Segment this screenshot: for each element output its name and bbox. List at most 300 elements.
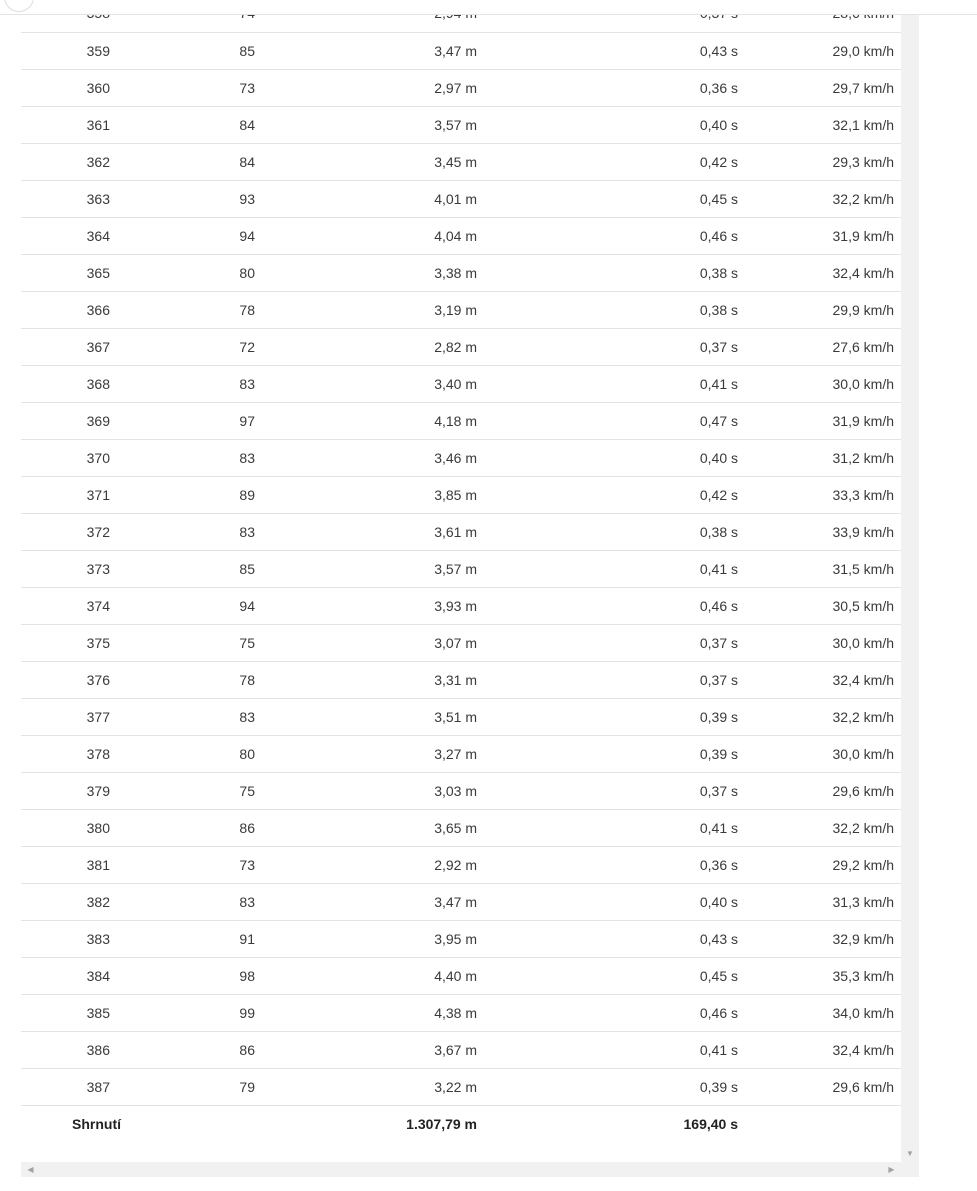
table-row — [21, 698, 901, 735]
distance-cell-text: 2,82 m — [434, 338, 477, 355]
lap-number-cell-text: 368 — [86, 375, 110, 392]
strokes-cell — [131, 1068, 255, 1105]
speed-cell — [738, 624, 901, 661]
strokes-cell-text: 86 — [239, 1041, 255, 1058]
lap-number-cell-text: 373 — [86, 560, 110, 577]
strokes-cell — [131, 920, 255, 957]
distance-cell-text: 3,47 m — [434, 893, 477, 910]
lap-number-cell — [21, 476, 131, 513]
summary-strokes-cell — [131, 1105, 241, 1142]
distance-cell-text: 3,65 m — [434, 819, 477, 836]
time-cell-text: 0,39 s — [699, 708, 738, 725]
strokes-cell — [131, 365, 255, 402]
speed-cell-text: 29,6 km/h — [832, 782, 894, 799]
distance-cell — [241, 69, 477, 106]
speed-cell-text: 29,6 km/h — [832, 1078, 894, 1095]
speed-cell — [738, 735, 901, 772]
vertical-scrollbar[interactable] — [901, 14, 919, 1162]
distance-cell-text: 2,97 m — [434, 79, 477, 96]
summary-speed-cell — [738, 1105, 901, 1142]
distance-cell-text: 3,95 m — [434, 930, 477, 947]
time-cell-text: 0,38 s — [699, 264, 738, 281]
lap-number-cell-text: 367 — [86, 338, 110, 355]
table-row — [21, 809, 901, 846]
time-cell-text: 0,39 s — [699, 1078, 738, 1095]
time-cell — [477, 402, 738, 439]
distance-cell — [241, 439, 477, 476]
speed-cell — [738, 772, 901, 809]
lap-number-cell — [21, 883, 131, 920]
time-cell — [477, 476, 738, 513]
table-row — [21, 994, 901, 1031]
time-cell-text: 0,46 s — [699, 1004, 738, 1021]
strokes-cell — [131, 957, 255, 994]
strokes-cell — [131, 439, 255, 476]
time-cell — [477, 661, 738, 698]
speed-cell-text: 33,9 km/h — [832, 523, 894, 540]
lap-number-cell-text: 383 — [86, 930, 110, 947]
lap-number-cell-text: 361 — [86, 116, 110, 133]
speed-cell-text: 31,9 km/h — [832, 227, 894, 244]
lap-number-cell-text: 369 — [86, 412, 110, 429]
distance-cell-text: 4,40 m — [434, 967, 477, 984]
distance-cell — [241, 365, 477, 402]
strokes-cell — [131, 735, 255, 772]
distance-cell-text: 3,57 m — [434, 116, 477, 133]
strokes-cell-text: 89 — [239, 486, 255, 503]
lap-number-cell — [21, 661, 131, 698]
speed-cell — [738, 883, 901, 920]
distance-cell-text: 3,93 m — [434, 597, 477, 614]
speed-cell — [738, 69, 901, 106]
distance-cell-text: 3,03 m — [434, 782, 477, 799]
table-row — [21, 143, 901, 180]
speed-cell — [738, 291, 901, 328]
time-cell — [477, 809, 738, 846]
distance-cell-text: 3,22 m — [434, 1078, 477, 1095]
time-cell-text: 0,47 s — [699, 412, 738, 429]
speed-cell-text: 27,6 km/h — [832, 338, 894, 355]
strokes-cell — [131, 809, 255, 846]
time-cell-text: 0,38 s — [699, 301, 738, 318]
distance-cell — [241, 809, 477, 846]
lap-number-cell-text: 376 — [86, 671, 110, 688]
lap-number-cell-text: 382 — [86, 893, 110, 910]
table-row — [21, 402, 901, 439]
strokes-cell-text: 75 — [239, 634, 255, 651]
lap-number-cell — [21, 513, 131, 550]
speed-cell — [738, 328, 901, 365]
table-row — [21, 106, 901, 143]
distance-cell — [241, 1068, 477, 1105]
lap-number-cell — [21, 698, 131, 735]
speed-cell-text: 32,2 km/h — [832, 708, 894, 725]
strokes-cell — [131, 32, 255, 69]
lap-number-cell — [21, 809, 131, 846]
distance-cell-text: 3,45 m — [434, 153, 477, 170]
time-cell-text: 0,46 s — [699, 227, 738, 244]
strokes-cell-text: 97 — [239, 412, 255, 429]
lap-number-cell — [21, 957, 131, 994]
table-row — [21, 772, 901, 809]
table-row — [21, 217, 901, 254]
strokes-cell — [131, 698, 255, 735]
lap-number-cell-text: 359 — [86, 42, 110, 59]
lap-number-cell — [21, 291, 131, 328]
speed-cell-text: 30,0 km/h — [832, 634, 894, 651]
table-row — [21, 439, 901, 476]
distance-cell-text: 3,31 m — [434, 671, 477, 688]
strokes-cell-text: 94 — [239, 597, 255, 614]
lap-number-cell — [21, 846, 131, 883]
lap-number-cell — [21, 1068, 131, 1105]
lap-number-cell-text: 378 — [86, 745, 110, 762]
speed-cell — [738, 217, 901, 254]
lap-number-cell-text: 384 — [86, 967, 110, 984]
table-row — [21, 513, 901, 550]
lap-number-cell — [21, 920, 131, 957]
time-cell — [477, 143, 738, 180]
strokes-cell-text: 73 — [239, 856, 255, 873]
speed-cell — [738, 661, 901, 698]
speed-cell-text: 29,3 km/h — [832, 153, 894, 170]
lap-number-cell — [21, 402, 131, 439]
strokes-cell — [131, 994, 255, 1031]
distance-cell — [241, 143, 477, 180]
time-cell-text: 0,37 s — [699, 634, 738, 651]
time-cell-text: 0,40 s — [699, 449, 738, 466]
strokes-cell-text: 99 — [239, 1004, 255, 1021]
distance-cell — [241, 772, 477, 809]
time-cell — [477, 1068, 738, 1105]
lap-number-cell — [21, 439, 131, 476]
strokes-cell-text: 94 — [239, 227, 255, 244]
time-cell — [477, 217, 738, 254]
top-header-edge — [0, 0, 977, 15]
scroll-down-arrow-icon[interactable]: ▼ — [906, 1148, 914, 1158]
time-cell-text: 0,36 s — [699, 856, 738, 873]
strokes-cell — [131, 254, 255, 291]
time-cell — [477, 513, 738, 550]
speed-cell-text: 29,2 km/h — [832, 856, 894, 873]
strokes-cell — [131, 402, 255, 439]
speed-cell — [738, 1068, 901, 1105]
distance-cell-text: 4,38 m — [434, 1004, 477, 1021]
distance-cell-text: 4,04 m — [434, 227, 477, 244]
strokes-cell — [131, 772, 255, 809]
table-row — [21, 476, 901, 513]
time-cell — [477, 69, 738, 106]
speed-cell-text: 32,4 km/h — [832, 671, 894, 688]
strokes-cell-text: 78 — [239, 671, 255, 688]
time-cell-text: 0,40 s — [699, 893, 738, 910]
time-cell — [477, 106, 738, 143]
table-row — [21, 957, 901, 994]
table-row — [21, 661, 901, 698]
time-cell-text: 0,42 s — [699, 153, 738, 170]
speed-cell-text: 29,0 km/h — [832, 42, 894, 59]
distance-cell-text: 3,40 m — [434, 375, 477, 392]
time-cell — [477, 624, 738, 661]
table-row — [21, 920, 901, 957]
distance-cell-text: 3,51 m — [434, 708, 477, 725]
strokes-cell-text: 84 — [239, 153, 255, 170]
strokes-cell-text: 85 — [239, 42, 255, 59]
distance-cell — [241, 254, 477, 291]
lap-number-cell-text: 364 — [86, 227, 110, 244]
strokes-cell — [131, 106, 255, 143]
lap-number-cell-text: 375 — [86, 634, 110, 651]
speed-cell — [738, 994, 901, 1031]
time-cell — [477, 772, 738, 809]
time-cell — [477, 957, 738, 994]
strokes-cell — [131, 69, 255, 106]
lap-number-cell — [21, 254, 131, 291]
lap-number-cell — [21, 217, 131, 254]
time-cell — [477, 735, 738, 772]
lap-number-cell-text: 363 — [86, 190, 110, 207]
time-cell — [477, 846, 738, 883]
lap-number-cell-text: 370 — [86, 449, 110, 466]
time-cell-text: 0,41 s — [699, 375, 738, 392]
lap-number-cell — [21, 365, 131, 402]
strokes-cell — [131, 291, 255, 328]
lap-number-cell-text: 360 — [86, 79, 110, 96]
table-row — [21, 254, 901, 291]
strokes-cell — [131, 180, 255, 217]
distance-cell-text: 3,61 m — [434, 523, 477, 540]
time-cell — [477, 587, 738, 624]
strokes-cell — [131, 217, 255, 254]
speed-cell-text: 32,4 km/h — [832, 264, 894, 281]
lap-number-cell-text: 379 — [86, 782, 110, 799]
distance-cell — [241, 106, 477, 143]
lap-number-cell — [21, 106, 131, 143]
table-row — [21, 735, 901, 772]
lap-number-cell — [21, 328, 131, 365]
horizontal-scrollbar[interactable] — [21, 1162, 901, 1177]
time-cell-text: 0,45 s — [699, 967, 738, 984]
distance-cell-text: 4,01 m — [434, 190, 477, 207]
distance-cell — [241, 698, 477, 735]
distance-cell-text: 3,07 m — [434, 634, 477, 651]
laps-table-body — [21, 0, 901, 1142]
time-cell — [477, 32, 738, 69]
distance-cell — [241, 513, 477, 550]
distance-cell-text: 3,47 m — [434, 42, 477, 59]
strokes-cell-text: 73 — [239, 79, 255, 96]
lap-number-cell-text: 380 — [86, 819, 110, 836]
speed-cell — [738, 476, 901, 513]
strokes-cell-text: 75 — [239, 782, 255, 799]
distance-cell — [241, 217, 477, 254]
speed-cell — [738, 143, 901, 180]
speed-cell — [738, 920, 901, 957]
strokes-cell — [131, 846, 255, 883]
lap-number-cell — [21, 32, 131, 69]
distance-cell — [241, 328, 477, 365]
time-cell — [477, 254, 738, 291]
lap-number-cell — [21, 550, 131, 587]
strokes-cell-text: 84 — [239, 116, 255, 133]
time-cell — [477, 994, 738, 1031]
speed-cell — [738, 550, 901, 587]
speed-cell-text: 31,3 km/h — [832, 893, 894, 910]
speed-cell — [738, 254, 901, 291]
strokes-cell-text: 78 — [239, 301, 255, 318]
distance-cell — [241, 1031, 477, 1068]
strokes-cell-text: 83 — [239, 523, 255, 540]
speed-cell — [738, 402, 901, 439]
lap-number-cell — [21, 69, 131, 106]
speed-cell-text: 29,7 km/h — [832, 79, 894, 96]
summary-time — [477, 1105, 738, 1142]
time-cell-text: 0,42 s — [699, 486, 738, 503]
speed-cell — [738, 180, 901, 217]
distance-cell-text: 3,19 m — [434, 301, 477, 318]
table-row — [21, 1031, 901, 1068]
time-cell — [477, 291, 738, 328]
speed-cell — [738, 365, 901, 402]
speed-cell-text: 30,0 km/h — [832, 745, 894, 762]
strokes-cell — [131, 1031, 255, 1068]
speed-cell — [738, 106, 901, 143]
strokes-cell-text: 85 — [239, 560, 255, 577]
speed-cell — [738, 513, 901, 550]
lap-number-cell — [21, 587, 131, 624]
distance-cell — [241, 994, 477, 1031]
time-cell-text: 0,37 s — [699, 782, 738, 799]
table-row — [21, 846, 901, 883]
lap-number-cell — [21, 180, 131, 217]
strokes-cell-text: 98 — [239, 967, 255, 984]
lap-number-cell-text: 374 — [86, 597, 110, 614]
time-cell-text: 0,41 s — [699, 560, 738, 577]
speed-cell-text: 32,4 km/h — [832, 1041, 894, 1058]
speed-cell-text: 34,0 km/h — [832, 1004, 894, 1021]
speed-cell — [738, 32, 901, 69]
lap-number-cell-text: 366 — [86, 301, 110, 318]
time-cell — [477, 698, 738, 735]
lap-number-cell — [21, 143, 131, 180]
summary-label: Shrnutí — [72, 1115, 121, 1132]
lap-number-cell — [21, 994, 131, 1031]
distance-cell — [241, 735, 477, 772]
time-cell-text: 0,43 s — [699, 42, 738, 59]
time-cell — [477, 180, 738, 217]
distance-cell-text: 2,92 m — [434, 856, 477, 873]
speed-cell-text: 32,9 km/h — [832, 930, 894, 947]
table-row — [21, 180, 901, 217]
strokes-cell-text: 83 — [239, 449, 255, 466]
scrollbar-corner — [901, 1162, 919, 1177]
lap-number-cell-text: 385 — [86, 1004, 110, 1021]
strokes-cell-text: 93 — [239, 190, 255, 207]
strokes-cell — [131, 513, 255, 550]
time-cell-text: 0,39 s — [699, 745, 738, 762]
distance-cell — [241, 476, 477, 513]
distance-cell — [241, 624, 477, 661]
time-cell — [477, 550, 738, 587]
speed-cell — [738, 698, 901, 735]
strokes-cell-text: 83 — [239, 708, 255, 725]
strokes-cell — [131, 661, 255, 698]
lap-number-cell-text: 381 — [86, 856, 110, 873]
strokes-cell-text: 79 — [239, 1078, 255, 1095]
lap-number-cell-text: 371 — [86, 486, 110, 503]
summary-distance — [241, 1105, 477, 1142]
speed-cell — [738, 439, 901, 476]
table-row — [21, 624, 901, 661]
strokes-cell — [131, 143, 255, 180]
lap-number-cell — [21, 624, 131, 661]
time-cell-text: 0,46 s — [699, 597, 738, 614]
table-row — [21, 587, 901, 624]
distance-cell — [241, 846, 477, 883]
time-cell-text: 0,40 s — [699, 116, 738, 133]
speed-cell-text: 31,9 km/h — [832, 412, 894, 429]
lap-number-cell — [21, 772, 131, 809]
time-cell-text: 0,45 s — [699, 190, 738, 207]
time-cell — [477, 883, 738, 920]
laps-table — [21, 0, 901, 1142]
distance-cell-text: 3,38 m — [434, 264, 477, 281]
time-cell — [477, 365, 738, 402]
time-cell-text: 0,41 s — [699, 819, 738, 836]
distance-cell — [241, 291, 477, 328]
table-row — [21, 32, 901, 69]
time-cell-text: 0,37 s — [699, 338, 738, 355]
time-cell — [477, 1031, 738, 1068]
distance-cell-text: 3,85 m — [434, 486, 477, 503]
distance-cell-text: 4,18 m — [434, 412, 477, 429]
lap-number-cell-text: 377 — [86, 708, 110, 725]
speed-cell-text: 32,2 km/h — [832, 819, 894, 836]
table-row — [21, 550, 901, 587]
time-cell — [477, 920, 738, 957]
strokes-cell-text: 91 — [239, 930, 255, 947]
scroll-left-arrow-icon[interactable]: ◀ — [27, 1165, 34, 1174]
lap-number-cell — [21, 1031, 131, 1068]
scroll-right-arrow-icon[interactable]: ▶ — [888, 1165, 895, 1174]
distance-cell — [241, 180, 477, 217]
strokes-cell-text: 86 — [239, 819, 255, 836]
strokes-cell-text: 83 — [239, 375, 255, 392]
strokes-cell — [131, 328, 255, 365]
lap-number-cell-text: 365 — [86, 264, 110, 281]
distance-cell-text: 3,57 m — [434, 560, 477, 577]
speed-cell-text: 33,3 km/h — [832, 486, 894, 503]
table-row — [21, 365, 901, 402]
speed-cell-text: 32,1 km/h — [832, 116, 894, 133]
time-cell — [477, 328, 738, 365]
distance-cell — [241, 32, 477, 69]
avatar-icon — [4, 0, 34, 12]
distance-cell — [241, 920, 477, 957]
distance-cell — [241, 883, 477, 920]
strokes-cell — [131, 883, 255, 920]
strokes-cell-text: 80 — [239, 264, 255, 281]
time-cell-text: 0,43 s — [699, 930, 738, 947]
time-cell-text: 0,41 s — [699, 1041, 738, 1058]
distance-cell-text: 3,67 m — [434, 1041, 477, 1058]
distance-cell — [241, 957, 477, 994]
distance-cell — [241, 402, 477, 439]
table-row — [21, 69, 901, 106]
distance-cell — [241, 587, 477, 624]
table-row — [21, 883, 901, 920]
speed-cell-text: 31,5 km/h — [832, 560, 894, 577]
